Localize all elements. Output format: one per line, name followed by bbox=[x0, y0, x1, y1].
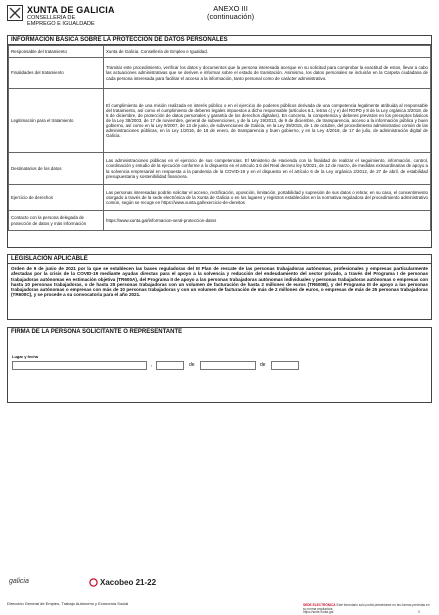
row-label: Legitimación para el tratamiento bbox=[9, 89, 104, 153]
sede-url[interactable]: https://sede.xunta.gal bbox=[303, 610, 334, 615]
data-protection-table bbox=[8, 45, 431, 231]
annex-heading bbox=[207, 5, 254, 21]
xacobeo-emblem-icon bbox=[89, 578, 98, 587]
signature-section bbox=[7, 327, 432, 403]
row-label: Ejercicio de derechos bbox=[9, 185, 104, 211]
page-number: 3 bbox=[418, 610, 420, 614]
row-value: Tramitar este procedimiento, verificar los datos y documentos que la persona interesada acerque en su solicitud para comprobar la exactitud de estos, llevar a cabo las actuaciones administrativas que se deriven e informar sobre el estado de tramitación. Asimismo, los datos personales se incluirán en la Carpeta ciudadana de cada persona interesada para facilitar el acceso a la información, tanto personal como de carácter administrativo. bbox=[104, 58, 431, 89]
de-separator-1: de bbox=[189, 362, 195, 368]
year-field[interactable] bbox=[271, 361, 299, 370]
table-row bbox=[9, 211, 431, 231]
sede-notice bbox=[303, 604, 433, 615]
row-value: El cumplimiento de una misión realizada en interés público o en el ejercicio de poderes públicos derivada de una competencia legalmente atribuida al responsable del tratamiento, así como el cumplimiento de deberes legales impuestos a dicho responsable (artículos 6.1, letras c) y e) del RGPD y 8 de la Ley orgánica 3/2018, de 5 de diciembre, de protección de datos personales y garantía de los derechos digitales). En concreto, la competencia y deberes previstos en los preceptos básicos de la Ley 38/2003, de 17 de noviembre, general de subvenciones, y de la Ley 19/2013, de 9 de diciembre, de transparencia, acceso a la información pública y buen gobierno, así como en la Ley 9/2007, de 13 de junio, de subvenciones de Galicia, en la Ley 39/2015, de 1 de octubre, del procedimiento administrativo común de las administraciones públicas, en la Ley 1/2016, de 18 de enero, de transparencia y buen gobierno, y en la Ley 4/2019, de 17 de julio, de administración digital de Galicia. bbox=[104, 89, 431, 153]
legislation-text: Orden de 9 de junio de 2021 por la que se establecen las bases reguladoras del III Plan de rescate de las personas trabajadoras autónomas, profesionales y empresas particularmente afectadas por la crisis de la COVID-19 mediante ayudas directas para el apoyo a la solvencia y reducción del endeudamiento del sector privado, a través del Programa I de personas trabajadoras autónomas en estimación objetiva (TR600A), del Programa II de apoyo a las personas trabajadoras autónomas individuales y personas trabajadoras autónomas o empresas con hasta 10 personas trabajadoras, o de hasta 25 personas trabajadoras con un volumen de facturación de hasta 2 millones de euros (TR600B), y del Programa III de apoyo a las personas trabajadoras autónomas o empresas con más de 10 personas trabajadoras y con un volumen de facturación de más de 2 millones de euros, o empresas de más de 25 personas trabajadoras (TR600C), y se procede a su convocatoria para el año 2021. bbox=[11, 266, 428, 298]
table-row bbox=[9, 58, 431, 89]
table-row bbox=[9, 89, 431, 153]
row-value: Xunta de Galicia. Consellería de Empleo e Igualdad. bbox=[104, 46, 431, 58]
signature-title: FIRMA DE LA PERSONA SOLICITANTE O REPRESENTANTE bbox=[11, 329, 183, 335]
place-date-label: Lugar y fecha bbox=[12, 354, 39, 359]
row-label: Finalidades del tratamiento bbox=[9, 58, 104, 89]
legislation-title: LEGISLACIÓN APLICABLE bbox=[8, 255, 431, 264]
xacobeo-logo: Xacobeo 21-22 bbox=[89, 578, 156, 587]
sede-text: Este formulario solo podrá presentarse en las formas previstas en su norma reguladora bbox=[303, 603, 430, 611]
data-protection-title: INFORMACIÓN BÁSICA SOBRE LA PROTECCIÓN DE DATOS PERSONALES bbox=[8, 36, 431, 45]
document-header bbox=[7, 5, 432, 35]
department-name: CONSELLERÍA DE EMPREGO E IGUALDADE bbox=[27, 15, 95, 28]
row-label: Destinatarios de los datos bbox=[9, 153, 104, 185]
directorate-name: Dirección General de Empleo, Trabajo Autónomo y Economía Social bbox=[7, 601, 129, 606]
month-field[interactable] bbox=[200, 361, 256, 370]
data-protection-section bbox=[7, 35, 432, 248]
xunta-logo-icon bbox=[7, 5, 23, 21]
row-label: Responsable del tratamiento bbox=[9, 46, 104, 58]
day-field[interactable] bbox=[156, 361, 184, 370]
org-name: XUNTA DE GALICIA bbox=[27, 5, 115, 15]
row-value: Las administraciones públicas en el ejercicio de sus competencias. El Ministerio de Hacienda con la finalidad de realizar el seguimiento, información, control, coordinación y estudio de la ejecución conforme a lo dispuesto en el artículo 3.6 del Real decreto ley 5/2021, de 12 de marzo, de medidas extraordinarias de apoyo a la solvencia empresarial en respuesta a la pandemia de la COVID-19 y en el dispuesto en el artículo 6 de la Ley orgánica 2/2012, de 27 de abril, de estabilidad presupuestaria y sostenibilidad financiera. bbox=[104, 153, 431, 185]
table-row bbox=[9, 153, 431, 185]
table-row bbox=[9, 46, 431, 58]
annex-subtitle: (continuación) bbox=[207, 12, 255, 21]
row-value: Las personas interesadas podrán solicitar el acceso, rectificación, oposición, limitación, portabilidad y supresión de sus datos o retirar, en su caso, el consentimiento otorgado a través de la sede electrónica de la Xunta de Galicia o en los lugares y registros establecidos en la normativa reguladora del procedimiento administrativo común, según se recoge en https://www.xunta.gal/exercicio-de-dereitos bbox=[104, 185, 431, 211]
de-separator-2: de bbox=[260, 362, 266, 368]
sede-label: SEDE ELECTRÓNICA bbox=[303, 603, 336, 607]
galicia-brand-logo: galicia bbox=[9, 578, 29, 585]
signature-wrapper bbox=[7, 327, 432, 603]
comma-separator: , bbox=[151, 362, 153, 368]
place-field[interactable] bbox=[12, 361, 147, 370]
legislation-section bbox=[7, 254, 432, 320]
row-label: Contacto con la persona delegada de protección de datos y más información bbox=[9, 211, 104, 231]
row-value[interactable]: https://www.xunta.gal/informacion-xeral-proteccion-datos bbox=[104, 211, 431, 231]
table-row bbox=[9, 185, 431, 211]
footer-logos bbox=[7, 578, 432, 594]
annex-title: ANEXO III bbox=[213, 4, 248, 13]
